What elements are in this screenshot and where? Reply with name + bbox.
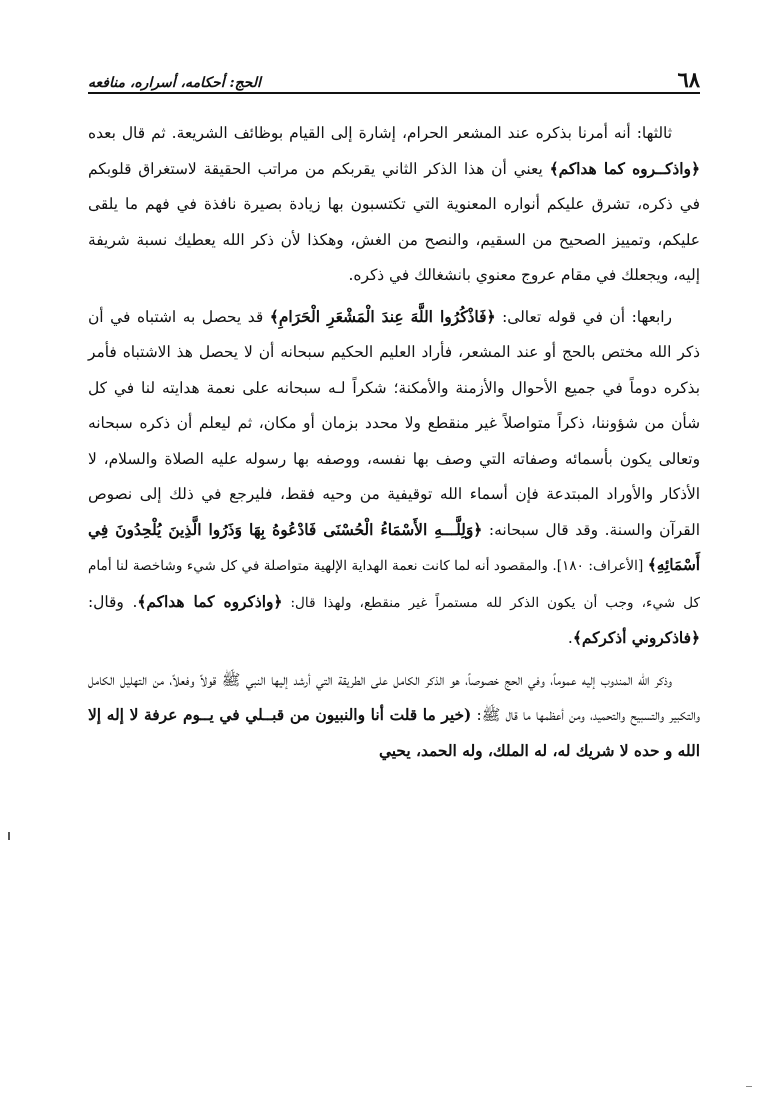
running-title: الحج: أحكامه، أسراره، منافعه	[88, 75, 261, 91]
book-page	[88, 62, 700, 775]
page-body	[88, 116, 700, 769]
paragraph-fourth-point	[88, 300, 700, 657]
paragraph-text: . وقال:	[88, 592, 138, 611]
verse-reference: [الأعراف: ١٨٠]. والمقصود أنه لما كانت نعمة الهداية الإلهية متواصلة في كل شيء وشاخصة لنا أمام كل شيء، وجب أن يكون الذكر لله مستمراً غير منقطع، ولهذا قال:	[88, 558, 700, 611]
quran-quote: ﴿واذكروه كما هداكم﴾	[137, 592, 283, 611]
quran-quote: ﴿فَاذْكُرُوا اللَّهَ عِندَ الْمَشْعَرِ الْحَرَامِ﴾	[269, 307, 496, 326]
paragraph-text: وذكر الله المندوب إليه عموماً، وفي الحج خصوصاً، هو الذكر الكامل على الطريقة التي أرشد إليها النبي ﷺ قولاً وفعلاً، من التهليل الكامل والتكبير والتسبيح والتحميد، ومن أعظمها ما قال ﷺ:	[88, 670, 701, 724]
paragraph-text: يعني أن هذا الذكر الثاني يقربكم من مراتب الحقيقة لاستغراق قلوبكم في ذكره، تشرق عليكم أنواره المعنوية التي تكتسبون بها زيادة بصيرة نافذة في فهم ما يلقى عليكم، وتمييز الصحيح من السقيم، والنصح من الغش، وهكذا لأن ذكر الله يعطيك نسبة شريفة إليه، ويجعلك في مقام عروج معنوي بانشغالك في ذكره.	[88, 159, 700, 284]
scan-corner-mark	[746, 1086, 752, 1093]
quran-quote: ﴿وَلِلَّـــهِ الأَسْمَاءُ الْحُسْنَى فَادْعُوهُ بِهَا وَذَرُوا الَّذِينَ يُلْحِدُونَ فِي أَسْمَائِهِ﴾	[88, 520, 700, 574]
paragraph-text: قد يحصل به اشتباه في أن ذكر الله مختص بالحج أو عند المشعر، فأراد العليم الحكيم سبحانه أن لا يحصل هذ الاشتباه فأمر بذكره دوماً في جميع الأحوال والأزمنة والأمكنة؛ شكراً لـه سبحانه على نعمة هدايته لنا في كل شأن من شؤوننا، ذكراً متواصلاً غير منقطع ولا محدد بزمان أو مكان، ثم ليعلم أن ذكره سبحانه وتعالى يكون بأسمائه وصفاته التي وصف بها نفسه، ووصفه بها رسوله عليه الصلاة والسلام، لا الأذكار والأوراد المبتدعة فإن أسماء الله توقيفية من وحيه فقط، فليرجع في ذلك إلى نصوص القرآن والسنة. وقد قال سبحانه:	[88, 307, 700, 539]
quran-quote: ﴿فاذكروني أذكركم﴾	[572, 629, 700, 647]
scan-margin-mark	[8, 832, 10, 840]
page-number: ٦٨	[677, 67, 700, 92]
quran-quote: ﴿واذكــروه كما هداكم﴾	[549, 159, 700, 178]
page-header	[88, 62, 700, 94]
paragraph-text: ثالثها: أنه أمرنا بذكره عند المشعر الحرام، إشارة إلى القيام بوظائف الشريعة. ثم قال بعده	[88, 124, 672, 142]
paragraph-text: .	[567, 629, 573, 647]
paragraph-dhikr	[88, 663, 700, 770]
paragraph-text: رابعها: أن في قوله تعالى:	[495, 307, 672, 326]
hadith-quote: (خير ما قلت أنا والنبيون من قبــلي في يــوم عرفة لا إله إلا الله و حده لا شريك له، له الملك، وله الحمد، يحيي	[88, 706, 700, 760]
paragraph-third-point	[88, 116, 700, 294]
